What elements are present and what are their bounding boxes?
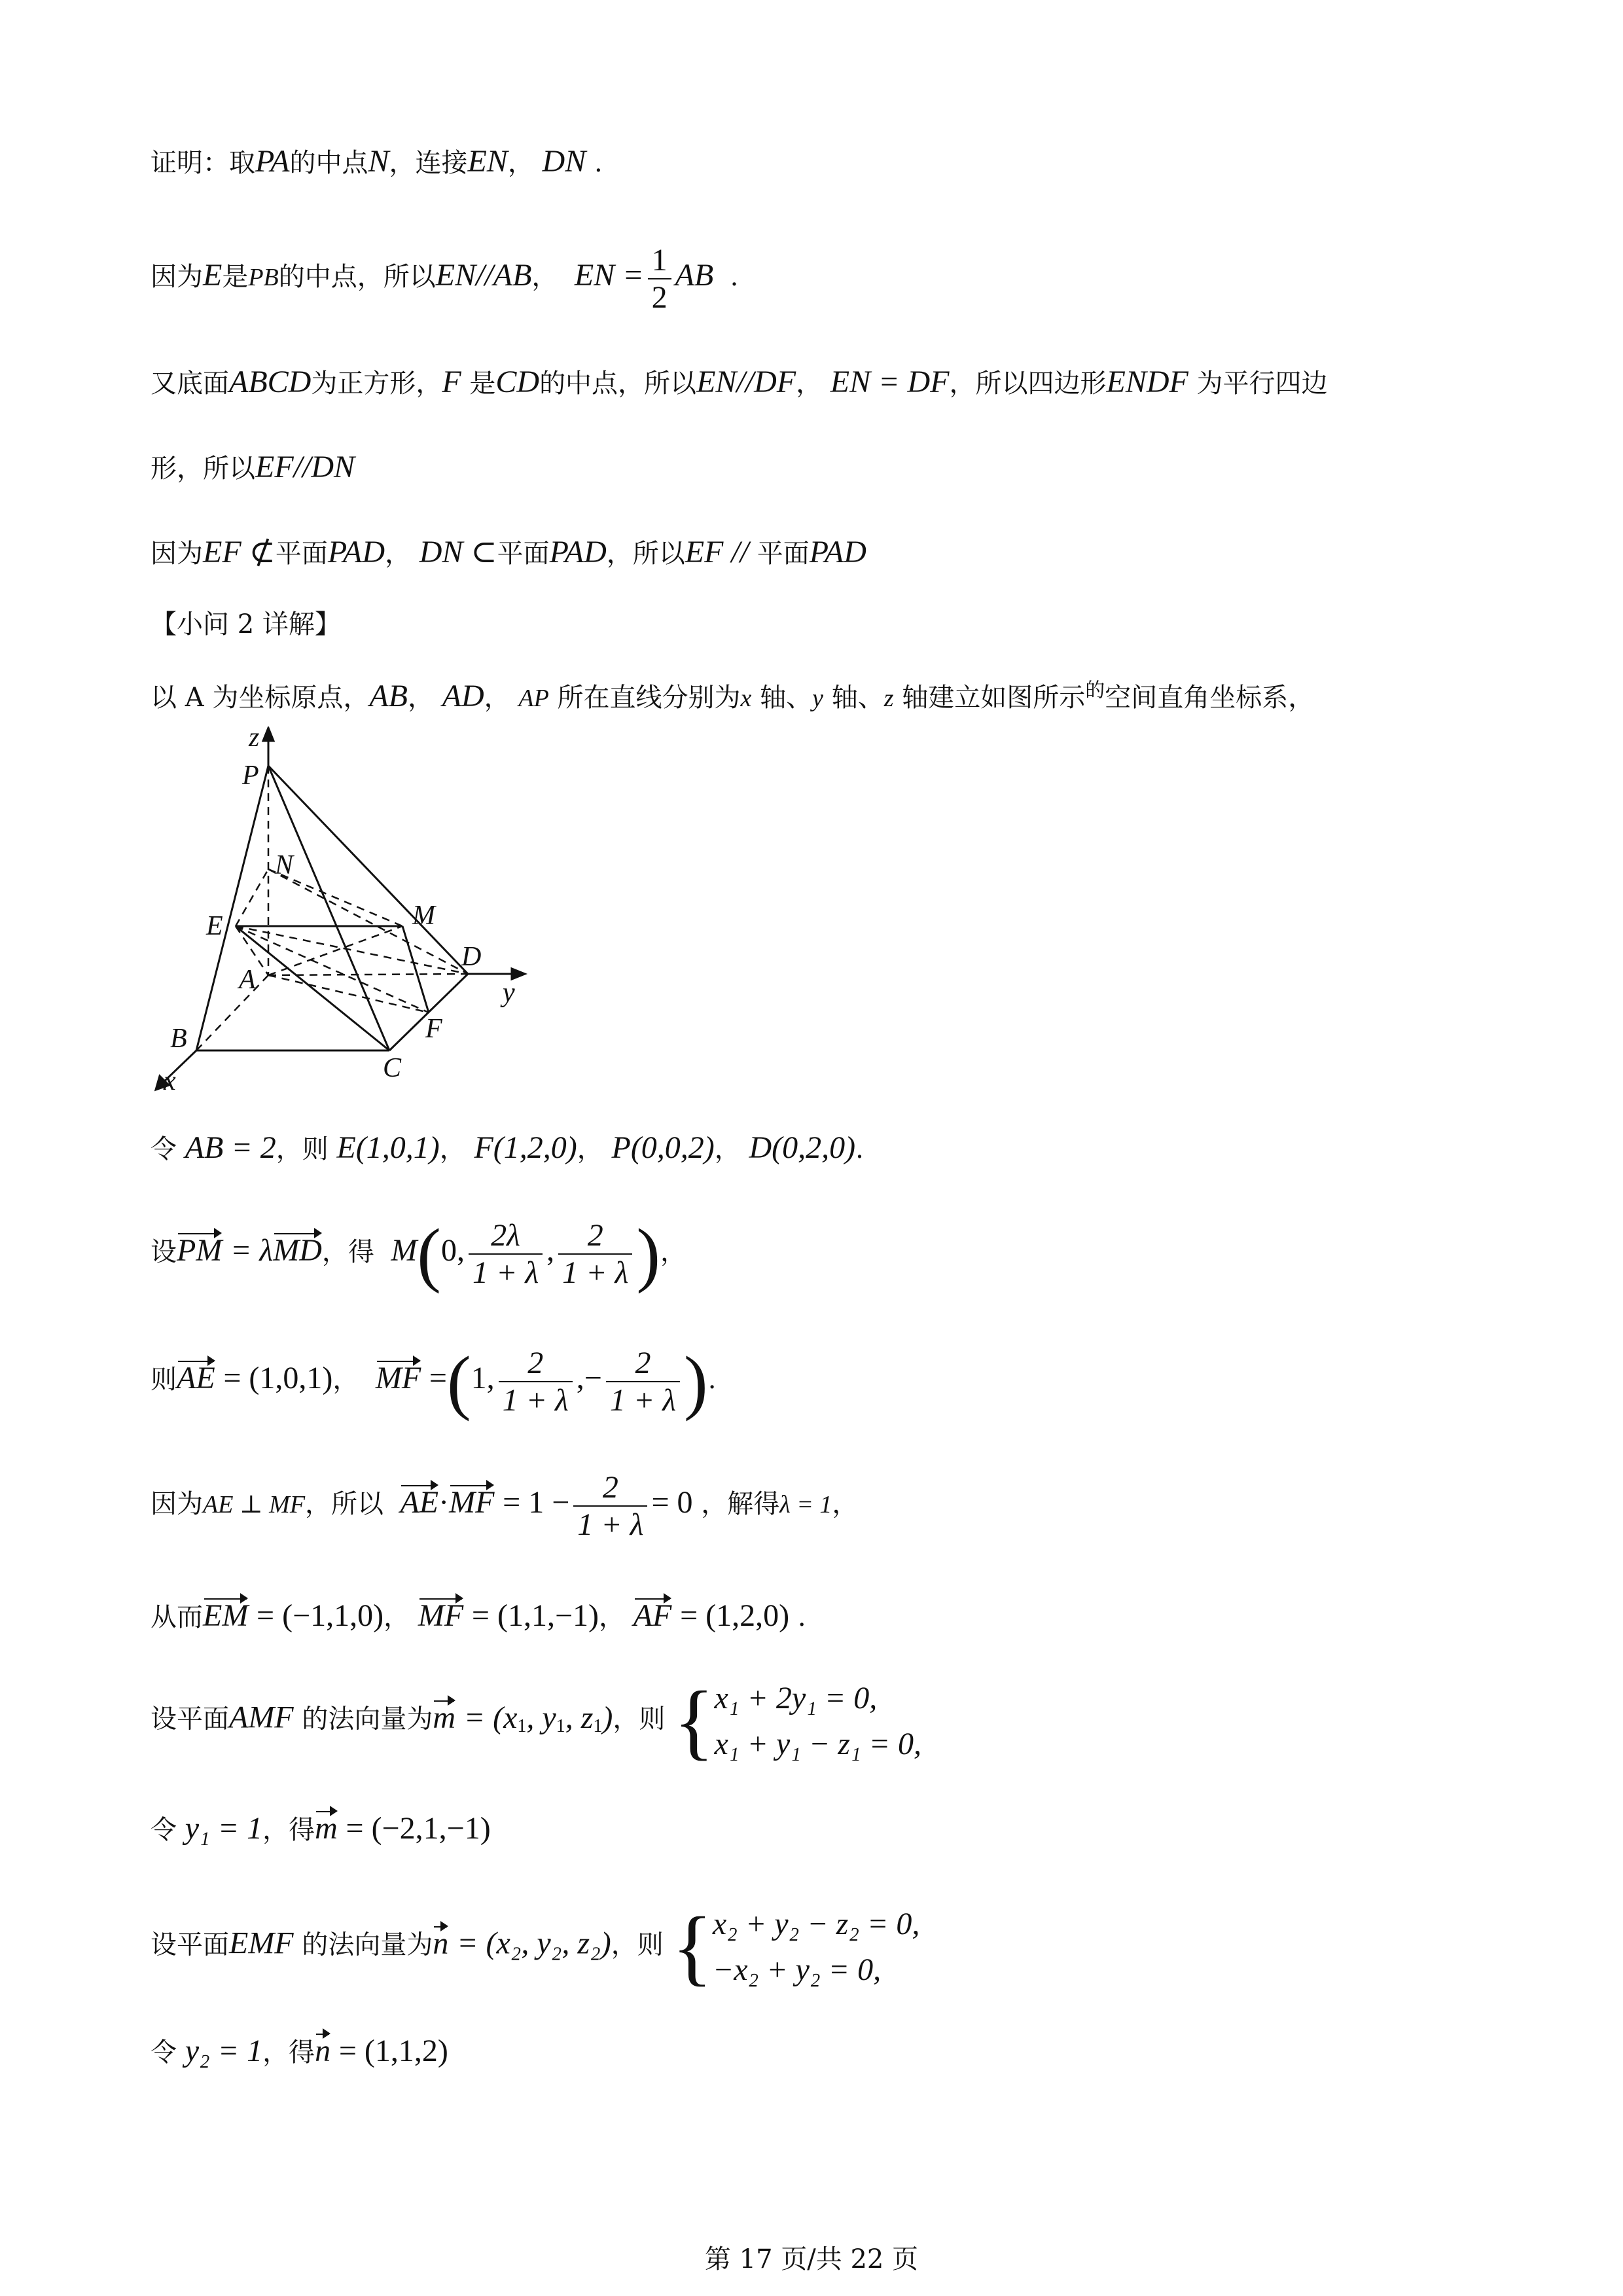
math: P(0,0,2) xyxy=(611,1130,715,1165)
math: EN//DF xyxy=(696,365,796,399)
text: ，得 xyxy=(262,2037,315,2068)
math: AB = 2 xyxy=(185,1130,276,1165)
text: 为正方形， xyxy=(311,368,442,399)
text: . xyxy=(797,1602,806,1632)
text: ，解得 xyxy=(701,1489,780,1520)
math xyxy=(464,1700,613,1735)
text: 空间直角坐标系， xyxy=(1105,683,1315,713)
numerator: 1 xyxy=(648,242,671,279)
vector-AF: AF xyxy=(633,1597,672,1635)
edge-AF xyxy=(268,975,429,1013)
math: = (−1,1,0) xyxy=(257,1598,384,1633)
text: 平面 xyxy=(497,539,550,569)
text: . xyxy=(855,1134,864,1164)
math: = λ xyxy=(230,1233,274,1268)
math: λ = 1 xyxy=(779,1491,832,1519)
math: EF // xyxy=(685,535,749,569)
text: . xyxy=(730,262,739,293)
numerator: 2 xyxy=(499,1345,573,1382)
math: = (1,1,−1) xyxy=(471,1598,599,1633)
text: 从而 xyxy=(151,1602,203,1632)
text: 设平面 xyxy=(151,1929,229,1960)
fraction xyxy=(469,1217,543,1291)
vector-AE: AE xyxy=(400,1484,438,1522)
math: 0, xyxy=(440,1233,465,1268)
proof-line-4 xyxy=(151,448,355,486)
math: AMF xyxy=(229,1700,294,1735)
math: AP xyxy=(518,685,549,712)
z-axis-arrow xyxy=(263,728,274,741)
label-x: x xyxy=(164,1066,176,1093)
text: 因为 xyxy=(151,539,203,569)
vector-PM: PM xyxy=(177,1232,222,1270)
text: ，则 xyxy=(611,1929,664,1960)
math: x xyxy=(740,685,752,712)
text: 证明：取 xyxy=(151,148,255,178)
math: ABCD xyxy=(229,365,312,399)
proof-line-3 xyxy=(151,363,1328,401)
edge-PD xyxy=(268,766,468,974)
equation-row: −x₂ + y₂ = 0, xyxy=(712,1952,882,1987)
math: DN ⊂ xyxy=(419,535,497,569)
text: ，所以 xyxy=(606,539,685,569)
math: EN = xyxy=(574,258,644,293)
text: ， xyxy=(531,262,558,293)
text: ，所以 xyxy=(305,1489,384,1520)
math: PAD xyxy=(549,535,607,569)
solution-line-9 xyxy=(151,1901,919,1992)
subscript: 1 xyxy=(517,1715,527,1736)
text: ，所以四边形 xyxy=(949,368,1107,399)
vector-MD: MD xyxy=(273,1232,322,1270)
edge-EC xyxy=(236,926,389,1050)
math: = (1,2,0) xyxy=(680,1598,790,1633)
vector-MF: MF xyxy=(376,1359,421,1397)
math: EF ⊄ xyxy=(203,535,276,569)
text: ， xyxy=(577,1134,603,1164)
edge-AB xyxy=(196,975,268,1050)
text: ， xyxy=(407,683,434,713)
text: 令 xyxy=(151,1134,177,1164)
proof-line-1 xyxy=(151,143,603,181)
equation-system xyxy=(713,1901,920,1992)
math: E xyxy=(203,258,223,293)
solution-line-8 xyxy=(151,1810,491,1848)
math: EN xyxy=(467,144,508,179)
numerator: 2 xyxy=(558,1217,632,1255)
label-D: D xyxy=(461,942,482,972)
label-B: B xyxy=(170,1024,187,1054)
text: ， xyxy=(796,368,823,399)
text: 是 xyxy=(222,262,249,293)
math: AD xyxy=(442,679,484,713)
math: y₂ = 1 xyxy=(185,2034,263,2068)
edge-AD xyxy=(268,974,468,975)
denominator: 1 + λ xyxy=(472,1255,539,1290)
fraction xyxy=(573,1469,647,1543)
vector-m: m xyxy=(433,1699,455,1737)
solution-line-7 xyxy=(151,1676,921,1767)
fraction xyxy=(499,1345,573,1418)
text: ， xyxy=(383,1602,410,1632)
solution-line-10 xyxy=(151,2032,448,2070)
text: 平面 xyxy=(275,539,328,569)
text: ， xyxy=(507,148,534,178)
label-A: A xyxy=(239,965,256,995)
vector-n: n xyxy=(315,2032,330,2070)
label-E: E xyxy=(206,911,223,941)
math: EMF xyxy=(229,1926,294,1961)
label-z: z xyxy=(249,726,260,753)
math: E(1,0,1) xyxy=(336,1130,440,1165)
numerator: 2 xyxy=(606,1345,680,1382)
proof-line-2 xyxy=(151,242,738,315)
solution-line-3 xyxy=(151,1211,687,1297)
math: EN = DF xyxy=(830,365,950,399)
math: 1, xyxy=(471,1361,495,1395)
text: ，则 xyxy=(613,1704,666,1734)
text: ， xyxy=(714,1134,741,1164)
text: 的法向量为 xyxy=(302,1929,433,1960)
text: ， xyxy=(484,683,510,713)
solution-line-1 xyxy=(151,677,1314,715)
text: 因为 xyxy=(151,262,203,293)
solution-line-6 xyxy=(151,1597,806,1635)
text: 以 A 为坐标原点， xyxy=(151,683,370,713)
subscript: 1 xyxy=(556,1715,565,1736)
text: 的 xyxy=(1085,679,1105,702)
text: 为平行四边 xyxy=(1196,368,1328,399)
fraction xyxy=(648,242,671,315)
edge-ND xyxy=(268,869,468,974)
math: EN//AB xyxy=(435,258,532,293)
text: ， xyxy=(599,1602,625,1632)
numerator: 2λ xyxy=(469,1217,543,1255)
text: ，连接 xyxy=(389,148,468,178)
text: ，则 xyxy=(276,1134,329,1164)
paren-open: ( xyxy=(417,1214,441,1294)
text: 平面 xyxy=(757,539,810,569)
equation-row: x₁ + 2y₁ = 0, xyxy=(714,1681,878,1715)
page-number: 第 17 页/共 22 页 xyxy=(704,2244,919,2274)
text: 又底面 xyxy=(151,368,229,399)
equation-row: x₂ + y₂ − z₂ = 0, xyxy=(712,1907,920,1941)
text: ，得 xyxy=(321,1237,374,1267)
math: N xyxy=(368,144,389,179)
math-part: = (x xyxy=(463,1700,518,1735)
vector-n: n xyxy=(433,1925,448,1963)
text: 设 xyxy=(151,1237,177,1267)
math-part: , z xyxy=(565,1700,594,1735)
text: ， xyxy=(439,1134,466,1164)
fraction xyxy=(606,1345,680,1418)
equation-row: x₁ + y₁ − z₁ = 0, xyxy=(714,1726,922,1761)
proof-line-5 xyxy=(151,533,866,571)
text: 形，所以 xyxy=(151,454,255,484)
math: , xyxy=(546,1233,555,1268)
solution-line-5 xyxy=(151,1469,858,1543)
paren-close: ) xyxy=(684,1342,708,1422)
text: 设平面 xyxy=(151,1704,229,1734)
edge-EF xyxy=(236,926,429,1013)
denominator: 1 + λ xyxy=(609,1383,677,1418)
math: = 0 xyxy=(651,1485,693,1520)
text: 是 xyxy=(469,368,496,399)
denominator: 1 + λ xyxy=(502,1383,569,1418)
math: AB xyxy=(675,258,714,293)
math: PAD xyxy=(327,535,385,569)
math: AE ⊥ MF xyxy=(203,1491,306,1519)
math: M xyxy=(391,1233,418,1268)
math: AB xyxy=(369,679,408,713)
vector-EM: EM xyxy=(203,1597,248,1635)
edge-MF xyxy=(402,926,429,1013)
math: = xyxy=(429,1361,447,1395)
text: . xyxy=(707,1365,717,1395)
math: PA xyxy=(255,144,290,179)
math-part: , y xyxy=(526,1700,556,1735)
math: y₁ = 1 xyxy=(185,1811,263,1846)
text: 轴、 xyxy=(831,683,884,713)
denominator: 2 xyxy=(651,280,668,315)
section-heading-text: 【小问 2 详解】 xyxy=(151,609,341,639)
label-F: F xyxy=(425,1014,442,1044)
math: = (1,0,1) xyxy=(223,1361,333,1395)
brace: { xyxy=(671,1899,713,1994)
text: 的法向量为 xyxy=(302,1704,433,1734)
paren-open: ( xyxy=(446,1342,471,1422)
paren-close: ) xyxy=(636,1214,660,1294)
equation-system xyxy=(715,1676,922,1767)
math: y xyxy=(812,685,824,712)
solution-line-2 xyxy=(151,1129,864,1167)
label-C: C xyxy=(383,1053,402,1083)
math: = (−2,1,−1) xyxy=(346,1811,491,1846)
math: = (1,1,2) xyxy=(338,2034,448,2068)
vector-m: m xyxy=(315,1810,338,1848)
math: = (x₂, y₂, z₂) xyxy=(457,1926,611,1961)
text: 轴建立如图所示 xyxy=(902,683,1086,713)
text: 的中点，所以 xyxy=(278,262,436,293)
fraction xyxy=(558,1217,632,1291)
math: ,− xyxy=(576,1361,602,1395)
math: · xyxy=(438,1485,450,1520)
numerator: 2 xyxy=(573,1469,647,1507)
math: = 1 − xyxy=(503,1485,570,1520)
text: ，得 xyxy=(262,1815,315,1845)
text: 轴、 xyxy=(760,683,813,713)
math: PB xyxy=(248,264,279,292)
math: EF//DN xyxy=(255,450,355,484)
edge-PC xyxy=(268,766,389,1050)
vector-AE: AE xyxy=(177,1359,215,1397)
text: 的中点，所以 xyxy=(539,368,697,399)
text: ， xyxy=(384,539,411,569)
math: F(1,2,0) xyxy=(474,1130,577,1165)
vector-MF: MF xyxy=(418,1597,463,1635)
math: D(0,2,0) xyxy=(749,1130,856,1165)
text: 的中点 xyxy=(289,148,368,178)
math: F xyxy=(442,365,461,399)
vector-MF: MF xyxy=(449,1484,494,1522)
text: ， xyxy=(832,1489,859,1520)
math: PAD xyxy=(809,535,866,569)
text: 所在直线分别为 xyxy=(557,683,741,713)
label-y: y xyxy=(503,978,515,1008)
math: ENDF xyxy=(1106,365,1188,399)
text: 则 xyxy=(151,1365,177,1395)
text: . xyxy=(594,148,603,178)
math: z xyxy=(883,685,894,712)
subscript: 1 xyxy=(593,1715,603,1736)
edge-PB xyxy=(196,766,268,1050)
math: CD xyxy=(495,365,540,399)
math: DN xyxy=(542,144,586,179)
text: ， xyxy=(332,1365,359,1395)
page-footer xyxy=(0,2238,1623,2276)
label-N: N xyxy=(275,850,294,880)
section-heading xyxy=(151,609,341,640)
text: 令 xyxy=(151,1815,177,1845)
label-M: M xyxy=(412,901,435,931)
text: ， xyxy=(660,1237,687,1267)
text: 令 xyxy=(151,2037,177,2068)
denominator: 1 + λ xyxy=(577,1507,644,1543)
edge-ED xyxy=(236,926,468,974)
solution-line-4 xyxy=(151,1338,716,1425)
brace: { xyxy=(673,1674,715,1768)
pyramid-coordinate-figure xyxy=(144,726,550,1093)
math-part: ) xyxy=(602,1700,613,1735)
label-P: P xyxy=(242,761,259,791)
text: 因为 xyxy=(151,1489,203,1520)
denominator: 1 + λ xyxy=(562,1255,629,1290)
